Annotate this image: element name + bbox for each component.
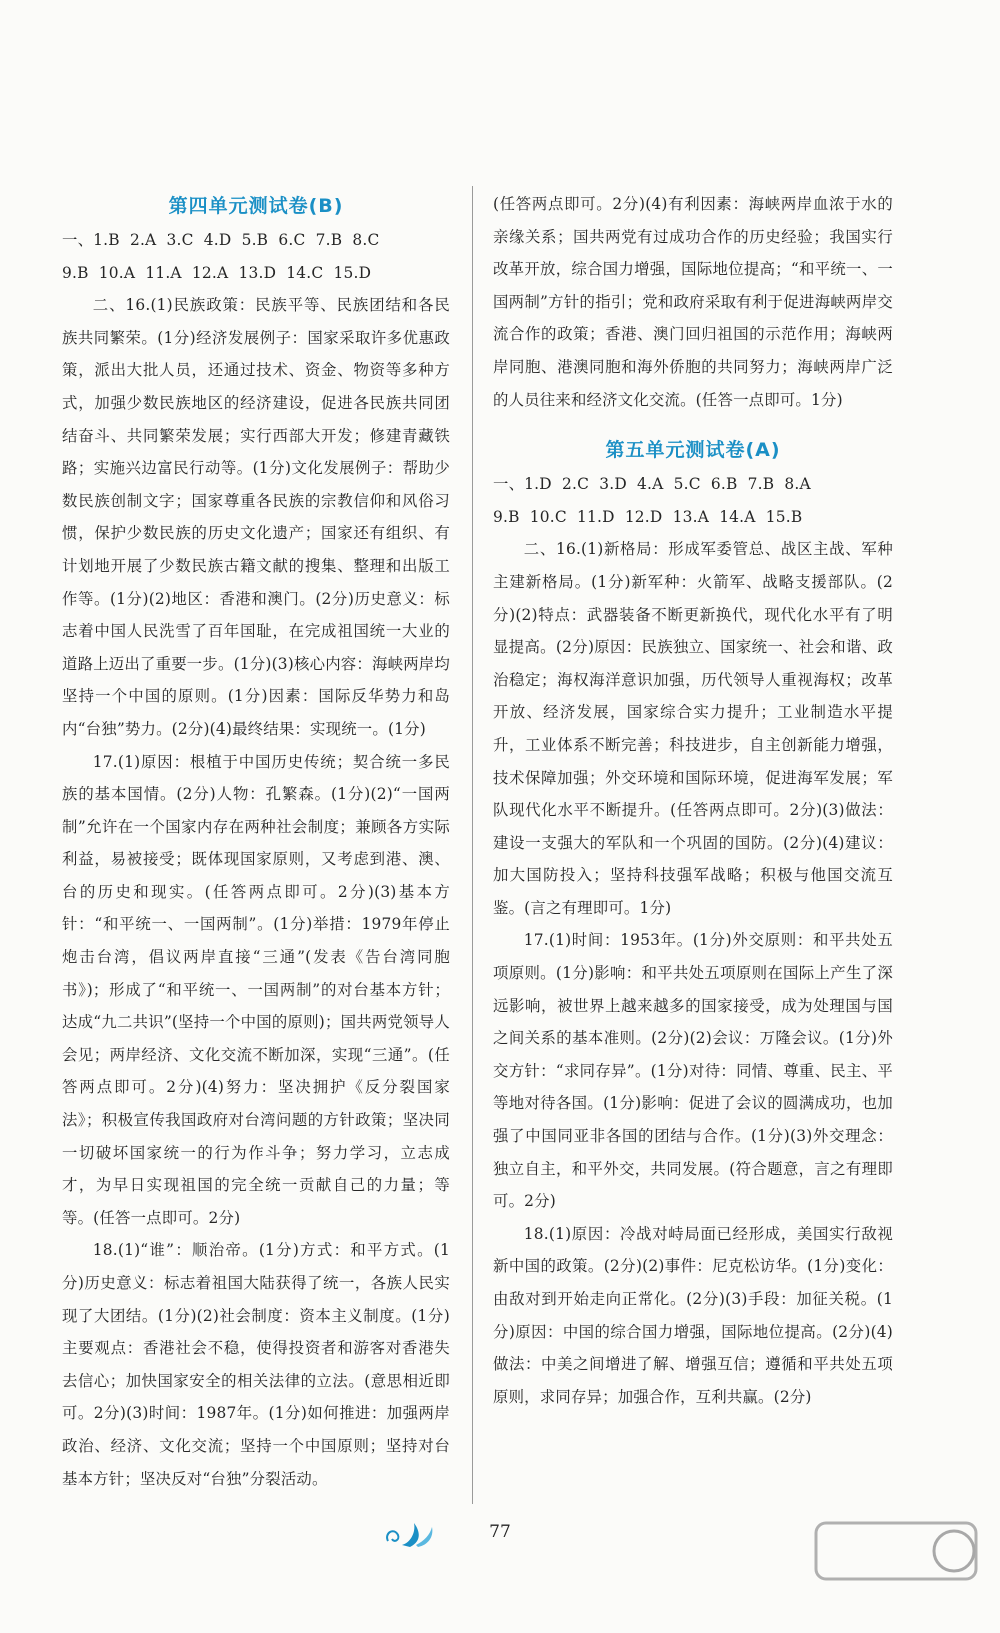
answer-q16: 二、16.(1)民族政策：民族平等、民族团结和各民族共同繁荣。(1分)经济发展例子：国家采取许多优惠政策，派出大批人员，还通过技术、资金、物资等多种方式，加强少数民族地区的经济建设，促进各民族共同团结奋斗、共同繁荣发展；实行西部大开发；修建青藏铁路；实施兴边富民行动等。(1分)文化发展例子：帮助少数民族创制文字；国家尊重各民族的宗教信仰和风俗习惯，保护少数民族的历史文化遗产；国家还有组织、有计划地开展了少数民族古籍文献的搜集、整理和出版工作等。(1分)(2)地区：香港和澳门。(2分)历史意义：标志着中国人民洗雪了百年国耻，在完成祖国统一大业的道路上迈出了重要一步。(1分)(3)核心内容：海峡两岸均坚持一个中国的原则。(1分)因素：国际反华势力和岛内“台独”势力。(2分)(4)最终结果：实现统一。(1分) <box>62 296 450 738</box>
answer-q18: 18.(1)原因：冷战对峙局面已经形成，美国实行敌视新中国的政策。(2分)(2)事件：尼克松访华。(1分)变化：由敌对到开始走向正常化。(2分)(3)手段：加征关税。(1分)原因：中国的综合国力增强，国际地位提高。(2分)(4)做法：中美之间增进了解、增强互信；遵循和平共处五项原则，求同存异；加强合作，互利共赢。(2分) <box>493 1224 893 1406</box>
multiple-choice-answers-line1: 一、1.B 2.A 3.C 4.D 5.B 6.C 7.B 8.C <box>62 231 380 249</box>
multiple-choice-answers-line1: 一、1.D 2.C 3.D 4.A 5.C 6.B 7.B 8.A <box>493 475 811 494</box>
watermark-logo <box>814 1519 984 1613</box>
section-heading-unit4-b: 第四单元测试卷(B) <box>168 195 344 217</box>
page-number: 77 <box>489 1522 511 1542</box>
answer-q17: 17.(1)时间：1953年。(1分)外交原则：和平共处五项原则。(1分)影响：和平共处五项原则在国际上产生了深远影响，被世界上越来越多的国家接受，成为处理国与国之间关系的基本准则。(2分)(2)会议：万隆会议。(1分)外交方针：“求同存异”。(1分)对待：同情、尊重、民主、平等地对待各国。(1分)影响：促进了会议的圆满成功，也加强了中国同亚非各国的团结与合作。(1分)(3)外交理念：独立自主，和平外交，共同发展。(符合题意，言之有理即可。2分) <box>493 931 893 1211</box>
multiple-choice-answers-line2: 9.B 10.A 11.A 12.A 13.D 14.C 15.D <box>62 263 372 282</box>
multiple-choice-answers-line2: 9.B 10.C 11.D 12.D 13.A 14.A 15.B <box>493 507 803 526</box>
answer-continuation: (任答两点即可。2分)(4)有利因素：海峡两岸血浓于水的亲缘关系；国共两党有过成功合作的历史经验；我国实行改革开放，综合国力增强，国际地位提高；“和平统一、一国两制”方针的指引；党和政府采取有利于促进海峡两岸交流合作的政策；香港、澳门回归祖国的示范作用；海峡两岸同胞、港澳同胞和海外侨胞的共同努力；海峡两岸广泛的人员往来和经济文化交流。(任答一点即可。1分) <box>493 195 893 409</box>
answer-q16: 二、16.(1)新格局：形成军委管总、战区主战、军种主建新格局。(1分)新军种：火箭军、战略支援部队。(2分)(2)特点：武器装备不断更新换代，现代化水平有了明显提高。(2分)原因：民族独立、国家统一、社会和谐、政治稳定；海权海洋意识加强，历代领导人重视海权；改革开放、经济发展，国家综合实力提升；工业制造水平提升，工业体系不断完善；科技进步，自主创新能力增强，技术保障加强；外交环境和国际环境，促进海军发展；军队现代化水平不断提升。(任答两点即可。2分)(3)做法：建设一支强大的军队和一个巩固的国防。(2分)(4)建议：加大国防投入；坚持科技强军战略；积极与他国交流互鉴。(言之有理即可。1分) <box>493 540 893 917</box>
answer-q17: 17.(1)原因：根植于中国历史传统；契合统一多民族的基本国情。(2分)人物：孔繁森。(1分)(2)“一国两制”允许在一个国家内存在两种社会制度；兼顾各方实际利益，易被接受；既体现国家原则，又考虑到港、澳、台的历史和现实。(任答两点即可。2分)(3)基本方针：“和平统一、一国两制”。(1分)举措：1979年停止炮击台湾，倡议两岸直接“三通”(发表《告台湾同胞书》)；形成了“和平统一、一国两制”的对台基本方针；达成“九二共识”(坚持一个中国的原则)；国共两党领导人会见；两岸经济、文化交流不断加深，实现“三通”。(任答两点即可。2分)(4)努力：坚决拥护《反分裂国家法》；积极宣传我国政府对台湾问题的方针政策；坚决同一切破坏国家统一的行为作斗争；努力学习，立志成才，为早日实现祖国的完全统一贡献自己的力量；等等。(任答一点即可。2分) <box>62 752 450 1227</box>
column-divider <box>472 186 473 1504</box>
section-heading-unit5-a: 第五单元测试卷(A) <box>605 439 781 462</box>
left-column <box>62 188 450 1495</box>
right-column <box>493 188 893 1413</box>
answer-q18: 18.(1)“谁”：顺治帝。(1分)方式：和平方式。(1分)历史意义：标志着祖国大陆获得了统一，各族人民实现了大团结。(1分)(2)社会制度：资本主义制度。(1分)主要观点：香港社会不稳，使得投资者和游客对香港失去信心；加快国家安全的相关法律的立法。(意思相近即可。2分)(3)时间：1987年。(1分)如何推进：加强两岸政治、经济、文化交流；坚持一个中国原则；坚持对台基本方针；坚决反对“台独”分裂活动。 <box>62 1241 450 1488</box>
